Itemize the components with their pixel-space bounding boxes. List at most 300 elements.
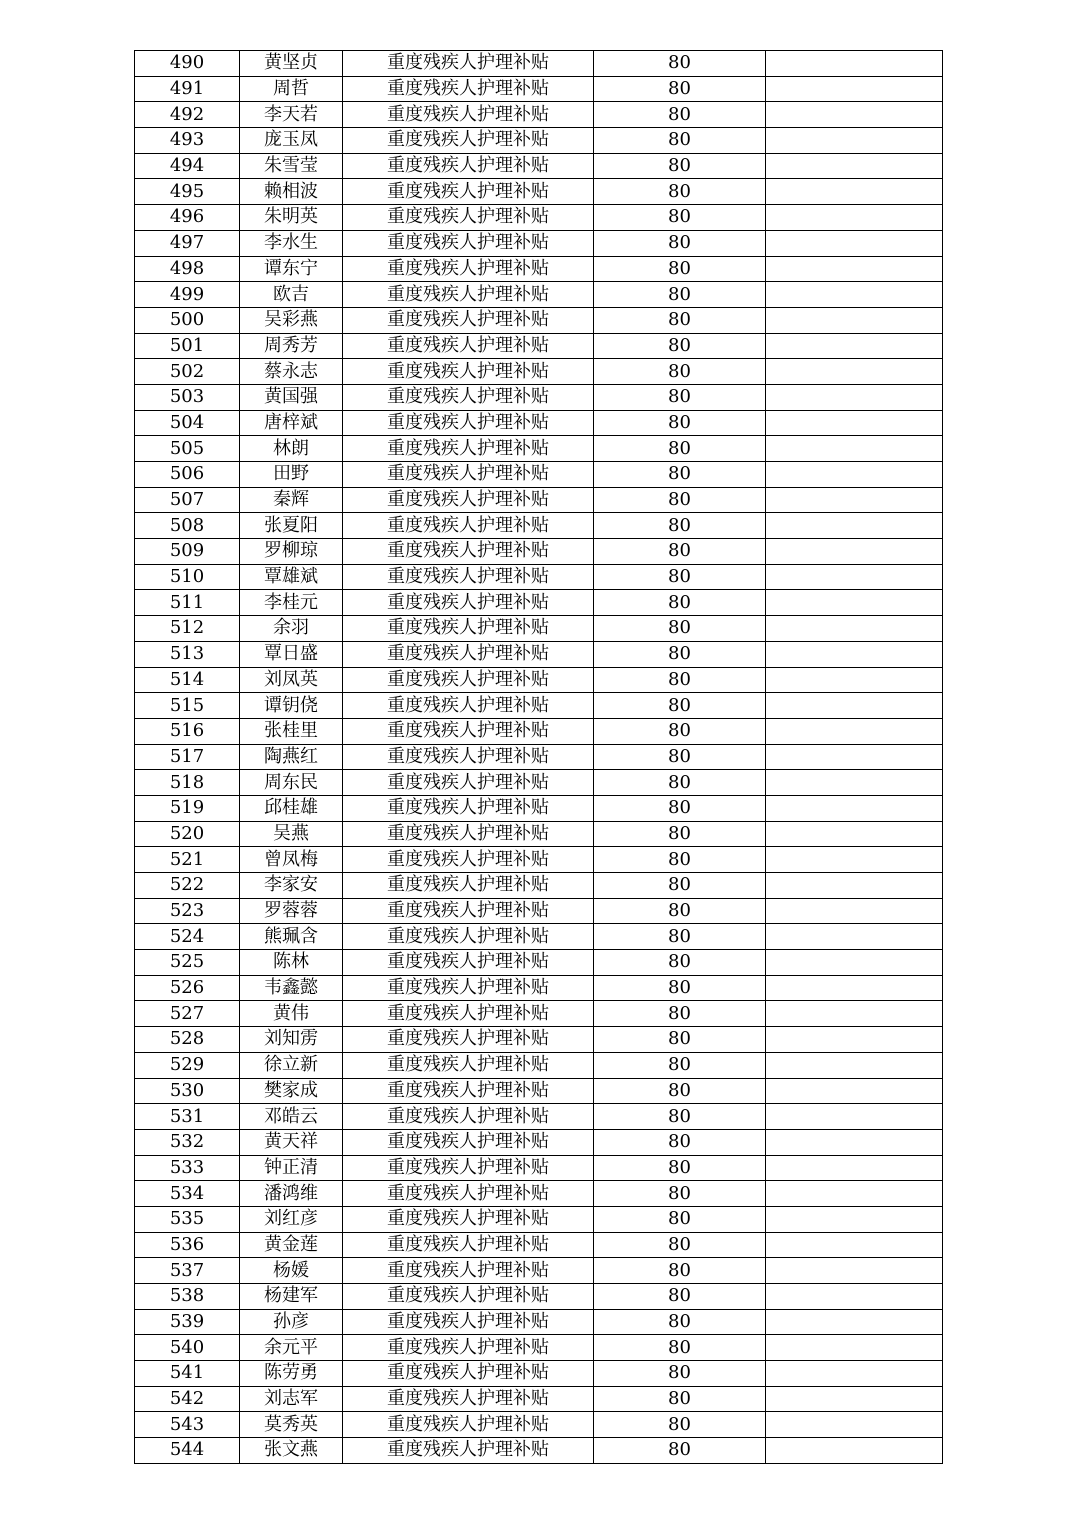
table-row xyxy=(135,128,943,154)
subsidy-item-cell: 重度残疾人护理补贴 xyxy=(343,1361,594,1387)
serial-number-cell: 505 xyxy=(135,436,240,462)
remark-cell xyxy=(766,641,943,667)
remark-cell xyxy=(766,1206,943,1232)
recipient-name-cell: 周东民 xyxy=(240,770,343,796)
serial-number-cell: 506 xyxy=(135,462,240,488)
recipient-name-cell: 莫秀英 xyxy=(240,1412,343,1438)
table-row xyxy=(135,873,943,899)
serial-number-cell: 536 xyxy=(135,1232,240,1258)
amount-cell: 80 xyxy=(594,410,766,436)
recipient-name-cell: 蔡永志 xyxy=(240,359,343,385)
table-row xyxy=(135,1232,943,1258)
table-row xyxy=(135,487,943,513)
subsidy-item-cell: 重度残疾人护理补贴 xyxy=(343,539,594,565)
subsidy-item-cell: 重度残疾人护理补贴 xyxy=(343,564,594,590)
subsidy-table xyxy=(134,50,943,1464)
table-row xyxy=(135,205,943,231)
serial-number-cell: 503 xyxy=(135,384,240,410)
subsidy-item-cell: 重度残疾人护理补贴 xyxy=(343,1027,594,1053)
amount-cell: 80 xyxy=(594,616,766,642)
subsidy-item-cell: 重度残疾人护理补贴 xyxy=(343,462,594,488)
subsidy-item-cell: 重度残疾人护理补贴 xyxy=(343,51,594,77)
remark-cell xyxy=(766,1027,943,1053)
table-row xyxy=(135,1206,943,1232)
subsidy-item-cell: 重度残疾人护理补贴 xyxy=(343,821,594,847)
serial-number-cell: 528 xyxy=(135,1027,240,1053)
recipient-name-cell: 李家安 xyxy=(240,873,343,899)
amount-cell: 80 xyxy=(594,256,766,282)
remark-cell xyxy=(766,1155,943,1181)
amount-cell: 80 xyxy=(594,128,766,154)
serial-number-cell: 543 xyxy=(135,1412,240,1438)
table-row xyxy=(135,693,943,719)
subsidy-item-cell: 重度残疾人护理补贴 xyxy=(343,102,594,128)
serial-number-cell: 517 xyxy=(135,744,240,770)
serial-number-cell: 537 xyxy=(135,1258,240,1284)
serial-number-cell: 509 xyxy=(135,539,240,565)
recipient-name-cell: 杨媛 xyxy=(240,1258,343,1284)
remark-cell xyxy=(766,1284,943,1310)
remark-cell xyxy=(766,230,943,256)
table-row xyxy=(135,1386,943,1412)
subsidy-item-cell: 重度残疾人护理补贴 xyxy=(343,1001,594,1027)
amount-cell: 80 xyxy=(594,205,766,231)
table-row xyxy=(135,1001,943,1027)
serial-number-cell: 518 xyxy=(135,770,240,796)
table-row xyxy=(135,821,943,847)
table-row xyxy=(135,1258,943,1284)
serial-number-cell: 525 xyxy=(135,950,240,976)
serial-number-cell: 512 xyxy=(135,616,240,642)
recipient-name-cell: 余元平 xyxy=(240,1335,343,1361)
recipient-name-cell: 余羽 xyxy=(240,616,343,642)
remark-cell xyxy=(766,282,943,308)
serial-number-cell: 511 xyxy=(135,590,240,616)
amount-cell: 80 xyxy=(594,282,766,308)
remark-cell xyxy=(766,667,943,693)
amount-cell: 80 xyxy=(594,641,766,667)
recipient-name-cell: 陶燕红 xyxy=(240,744,343,770)
serial-number-cell: 516 xyxy=(135,718,240,744)
recipient-name-cell: 黄坚贞 xyxy=(240,51,343,77)
amount-cell: 80 xyxy=(594,873,766,899)
recipient-name-cell: 张文燕 xyxy=(240,1438,343,1464)
subsidy-item-cell: 重度残疾人护理补贴 xyxy=(343,230,594,256)
amount-cell: 80 xyxy=(594,1361,766,1387)
serial-number-cell: 497 xyxy=(135,230,240,256)
recipient-name-cell: 吴彩燕 xyxy=(240,307,343,333)
serial-number-cell: 538 xyxy=(135,1284,240,1310)
recipient-name-cell: 罗蓉蓉 xyxy=(240,898,343,924)
remark-cell xyxy=(766,128,943,154)
subsidy-item-cell: 重度残疾人护理补贴 xyxy=(343,1232,594,1258)
amount-cell: 80 xyxy=(594,384,766,410)
subsidy-item-cell: 重度残疾人护理补贴 xyxy=(343,1284,594,1310)
amount-cell: 80 xyxy=(594,1129,766,1155)
subsidy-item-cell: 重度残疾人护理补贴 xyxy=(343,333,594,359)
table-row xyxy=(135,718,943,744)
subsidy-item-cell: 重度残疾人护理补贴 xyxy=(343,410,594,436)
amount-cell: 80 xyxy=(594,1155,766,1181)
amount-cell: 80 xyxy=(594,744,766,770)
table-row xyxy=(135,744,943,770)
recipient-name-cell: 谭东宁 xyxy=(240,256,343,282)
remark-cell xyxy=(766,1232,943,1258)
amount-cell: 80 xyxy=(594,1206,766,1232)
recipient-name-cell: 庞玉凤 xyxy=(240,128,343,154)
serial-number-cell: 491 xyxy=(135,76,240,102)
serial-number-cell: 533 xyxy=(135,1155,240,1181)
remark-cell xyxy=(766,205,943,231)
remark-cell xyxy=(766,564,943,590)
remark-cell xyxy=(766,975,943,1001)
amount-cell: 80 xyxy=(594,51,766,77)
recipient-name-cell: 熊珮含 xyxy=(240,924,343,950)
table-row xyxy=(135,564,943,590)
remark-cell xyxy=(766,436,943,462)
table-row xyxy=(135,847,943,873)
amount-cell: 80 xyxy=(594,230,766,256)
table-row xyxy=(135,1155,943,1181)
remark-cell xyxy=(766,1129,943,1155)
serial-number-cell: 527 xyxy=(135,1001,240,1027)
remark-cell xyxy=(766,1386,943,1412)
recipient-name-cell: 黄伟 xyxy=(240,1001,343,1027)
subsidy-item-cell: 重度残疾人护理补贴 xyxy=(343,384,594,410)
remark-cell xyxy=(766,1309,943,1335)
amount-cell: 80 xyxy=(594,950,766,976)
remark-cell xyxy=(766,744,943,770)
recipient-name-cell: 张桂里 xyxy=(240,718,343,744)
subsidy-item-cell: 重度残疾人护理补贴 xyxy=(343,641,594,667)
amount-cell: 80 xyxy=(594,795,766,821)
subsidy-item-cell: 重度残疾人护理补贴 xyxy=(343,359,594,385)
table-row xyxy=(135,384,943,410)
table-row xyxy=(135,1438,943,1464)
amount-cell: 80 xyxy=(594,1335,766,1361)
recipient-name-cell: 谭钥侥 xyxy=(240,693,343,719)
table-row xyxy=(135,513,943,539)
table-row xyxy=(135,1104,943,1130)
recipient-name-cell: 刘凤英 xyxy=(240,667,343,693)
remark-cell xyxy=(766,51,943,77)
amount-cell: 80 xyxy=(594,1309,766,1335)
serial-number-cell: 499 xyxy=(135,282,240,308)
amount-cell: 80 xyxy=(594,1104,766,1130)
serial-number-cell: 504 xyxy=(135,410,240,436)
table-row xyxy=(135,795,943,821)
subsidy-item-cell: 重度残疾人护理补贴 xyxy=(343,436,594,462)
serial-number-cell: 510 xyxy=(135,564,240,590)
table-row xyxy=(135,230,943,256)
recipient-name-cell: 黄天祥 xyxy=(240,1129,343,1155)
remark-cell xyxy=(766,153,943,179)
amount-cell: 80 xyxy=(594,333,766,359)
subsidy-item-cell: 重度残疾人护理补贴 xyxy=(343,179,594,205)
table-row xyxy=(135,51,943,77)
amount-cell: 80 xyxy=(594,462,766,488)
recipient-name-cell: 黄金莲 xyxy=(240,1232,343,1258)
serial-number-cell: 540 xyxy=(135,1335,240,1361)
subsidy-item-cell: 重度残疾人护理补贴 xyxy=(343,1206,594,1232)
recipient-name-cell: 杨建军 xyxy=(240,1284,343,1310)
subsidy-item-cell: 重度残疾人护理补贴 xyxy=(343,693,594,719)
table-row xyxy=(135,179,943,205)
table-row xyxy=(135,410,943,436)
recipient-name-cell: 黄国强 xyxy=(240,384,343,410)
subsidy-item-cell: 重度残疾人护理补贴 xyxy=(343,1052,594,1078)
table-row xyxy=(135,1335,943,1361)
table-row xyxy=(135,76,943,102)
table-row xyxy=(135,153,943,179)
recipient-name-cell: 周秀芳 xyxy=(240,333,343,359)
subsidy-item-cell: 重度残疾人护理补贴 xyxy=(343,950,594,976)
serial-number-cell: 524 xyxy=(135,924,240,950)
recipient-name-cell: 罗柳琼 xyxy=(240,539,343,565)
table-row xyxy=(135,307,943,333)
subsidy-item-cell: 重度残疾人护理补贴 xyxy=(343,1129,594,1155)
subsidy-item-cell: 重度残疾人护理补贴 xyxy=(343,128,594,154)
serial-number-cell: 532 xyxy=(135,1129,240,1155)
serial-number-cell: 530 xyxy=(135,1078,240,1104)
recipient-name-cell: 唐梓斌 xyxy=(240,410,343,436)
serial-number-cell: 529 xyxy=(135,1052,240,1078)
remark-cell xyxy=(766,307,943,333)
remark-cell xyxy=(766,718,943,744)
recipient-name-cell: 李桂元 xyxy=(240,590,343,616)
subsidy-item-cell: 重度残疾人护理补贴 xyxy=(343,616,594,642)
subsidy-item-cell: 重度残疾人护理补贴 xyxy=(343,770,594,796)
amount-cell: 80 xyxy=(594,436,766,462)
remark-cell xyxy=(766,539,943,565)
table-row xyxy=(135,1284,943,1310)
subsidy-item-cell: 重度残疾人护理补贴 xyxy=(343,1438,594,1464)
subsidy-item-cell: 重度残疾人护理补贴 xyxy=(343,1078,594,1104)
table-row xyxy=(135,102,943,128)
remark-cell xyxy=(766,487,943,513)
subsidy-item-cell: 重度残疾人护理补贴 xyxy=(343,307,594,333)
remark-cell xyxy=(766,873,943,899)
serial-number-cell: 542 xyxy=(135,1386,240,1412)
table-row xyxy=(135,924,943,950)
serial-number-cell: 490 xyxy=(135,51,240,77)
amount-cell: 80 xyxy=(594,487,766,513)
recipient-name-cell: 覃雄斌 xyxy=(240,564,343,590)
remark-cell xyxy=(766,898,943,924)
remark-cell xyxy=(766,410,943,436)
remark-cell xyxy=(766,1412,943,1438)
remark-cell xyxy=(766,924,943,950)
subsidy-item-cell: 重度残疾人护理补贴 xyxy=(343,1104,594,1130)
remark-cell xyxy=(766,333,943,359)
subsidy-item-cell: 重度残疾人护理补贴 xyxy=(343,1412,594,1438)
recipient-name-cell: 樊家成 xyxy=(240,1078,343,1104)
subsidy-item-cell: 重度残疾人护理补贴 xyxy=(343,847,594,873)
serial-number-cell: 502 xyxy=(135,359,240,385)
table-row xyxy=(135,1181,943,1207)
recipient-name-cell: 潘鸿维 xyxy=(240,1181,343,1207)
remark-cell xyxy=(766,1181,943,1207)
remark-cell xyxy=(766,102,943,128)
amount-cell: 80 xyxy=(594,1386,766,1412)
serial-number-cell: 531 xyxy=(135,1104,240,1130)
remark-cell xyxy=(766,590,943,616)
remark-cell xyxy=(766,513,943,539)
serial-number-cell: 493 xyxy=(135,128,240,154)
recipient-name-cell: 徐立新 xyxy=(240,1052,343,1078)
remark-cell xyxy=(766,1335,943,1361)
subsidy-item-cell: 重度残疾人护理补贴 xyxy=(343,513,594,539)
table-row xyxy=(135,975,943,1001)
subsidy-item-cell: 重度残疾人护理补贴 xyxy=(343,975,594,1001)
amount-cell: 80 xyxy=(594,1284,766,1310)
remark-cell xyxy=(766,179,943,205)
remark-cell xyxy=(766,1438,943,1464)
amount-cell: 80 xyxy=(594,1181,766,1207)
subsidy-item-cell: 重度残疾人护理补贴 xyxy=(343,924,594,950)
amount-cell: 80 xyxy=(594,102,766,128)
serial-number-cell: 495 xyxy=(135,179,240,205)
serial-number-cell: 498 xyxy=(135,256,240,282)
subsidy-item-cell: 重度残疾人护理补贴 xyxy=(343,795,594,821)
recipient-name-cell: 钟正清 xyxy=(240,1155,343,1181)
recipient-name-cell: 陈劳勇 xyxy=(240,1361,343,1387)
subsidy-item-cell: 重度残疾人护理补贴 xyxy=(343,873,594,899)
serial-number-cell: 544 xyxy=(135,1438,240,1464)
remark-cell xyxy=(766,1078,943,1104)
remark-cell xyxy=(766,1361,943,1387)
subsidy-item-cell: 重度残疾人护理补贴 xyxy=(343,76,594,102)
subsidy-item-cell: 重度残疾人护理补贴 xyxy=(343,153,594,179)
recipient-name-cell: 田野 xyxy=(240,462,343,488)
amount-cell: 80 xyxy=(594,693,766,719)
amount-cell: 80 xyxy=(594,975,766,1001)
amount-cell: 80 xyxy=(594,539,766,565)
serial-number-cell: 541 xyxy=(135,1361,240,1387)
amount-cell: 80 xyxy=(594,359,766,385)
remark-cell xyxy=(766,1258,943,1284)
serial-number-cell: 508 xyxy=(135,513,240,539)
table-row xyxy=(135,1361,943,1387)
serial-number-cell: 526 xyxy=(135,975,240,1001)
recipient-name-cell: 秦辉 xyxy=(240,487,343,513)
serial-number-cell: 500 xyxy=(135,307,240,333)
remark-cell xyxy=(766,847,943,873)
table-row xyxy=(135,667,943,693)
recipient-name-cell: 刘知雳 xyxy=(240,1027,343,1053)
subsidy-item-cell: 重度残疾人护理补贴 xyxy=(343,256,594,282)
serial-number-cell: 522 xyxy=(135,873,240,899)
recipient-name-cell: 刘志军 xyxy=(240,1386,343,1412)
recipient-name-cell: 朱明英 xyxy=(240,205,343,231)
table-row xyxy=(135,1412,943,1438)
remark-cell xyxy=(766,1104,943,1130)
serial-number-cell: 523 xyxy=(135,898,240,924)
amount-cell: 80 xyxy=(594,1027,766,1053)
recipient-name-cell: 李水生 xyxy=(240,230,343,256)
subsidy-item-cell: 重度残疾人护理补贴 xyxy=(343,1155,594,1181)
amount-cell: 80 xyxy=(594,667,766,693)
serial-number-cell: 494 xyxy=(135,153,240,179)
amount-cell: 80 xyxy=(594,513,766,539)
amount-cell: 80 xyxy=(594,821,766,847)
subsidy-table-body xyxy=(135,51,943,1464)
serial-number-cell: 520 xyxy=(135,821,240,847)
table-row xyxy=(135,462,943,488)
subsidy-item-cell: 重度残疾人护理补贴 xyxy=(343,718,594,744)
remark-cell xyxy=(766,1001,943,1027)
table-row xyxy=(135,436,943,462)
amount-cell: 80 xyxy=(594,1052,766,1078)
table-row xyxy=(135,282,943,308)
amount-cell: 80 xyxy=(594,307,766,333)
recipient-name-cell: 刘红彦 xyxy=(240,1206,343,1232)
serial-number-cell: 534 xyxy=(135,1181,240,1207)
table-row xyxy=(135,770,943,796)
amount-cell: 80 xyxy=(594,718,766,744)
table-row xyxy=(135,1027,943,1053)
amount-cell: 80 xyxy=(594,1412,766,1438)
recipient-name-cell: 赖相波 xyxy=(240,179,343,205)
table-row xyxy=(135,950,943,976)
serial-number-cell: 514 xyxy=(135,667,240,693)
amount-cell: 80 xyxy=(594,1232,766,1258)
remark-cell xyxy=(766,384,943,410)
table-row xyxy=(135,641,943,667)
remark-cell xyxy=(766,462,943,488)
serial-number-cell: 513 xyxy=(135,641,240,667)
remark-cell xyxy=(766,821,943,847)
amount-cell: 80 xyxy=(594,898,766,924)
table-row xyxy=(135,1129,943,1155)
table-row xyxy=(135,898,943,924)
subsidy-item-cell: 重度残疾人护理补贴 xyxy=(343,1181,594,1207)
remark-cell xyxy=(766,256,943,282)
table-row xyxy=(135,1052,943,1078)
remark-cell xyxy=(766,76,943,102)
amount-cell: 80 xyxy=(594,847,766,873)
serial-number-cell: 501 xyxy=(135,333,240,359)
serial-number-cell: 521 xyxy=(135,847,240,873)
amount-cell: 80 xyxy=(594,1001,766,1027)
recipient-name-cell: 陈林 xyxy=(240,950,343,976)
recipient-name-cell: 韦鑫懿 xyxy=(240,975,343,1001)
remark-cell xyxy=(766,693,943,719)
amount-cell: 80 xyxy=(594,1438,766,1464)
subsidy-item-cell: 重度残疾人护理补贴 xyxy=(343,1258,594,1284)
recipient-name-cell: 孙彦 xyxy=(240,1309,343,1335)
recipient-name-cell: 李天若 xyxy=(240,102,343,128)
table-row xyxy=(135,1309,943,1335)
remark-cell xyxy=(766,770,943,796)
table-row xyxy=(135,1078,943,1104)
subsidy-item-cell: 重度残疾人护理补贴 xyxy=(343,282,594,308)
recipient-name-cell: 张夏阳 xyxy=(240,513,343,539)
subsidy-item-cell: 重度残疾人护理补贴 xyxy=(343,590,594,616)
serial-number-cell: 492 xyxy=(135,102,240,128)
remark-cell xyxy=(766,1052,943,1078)
recipient-name-cell: 曾凤梅 xyxy=(240,847,343,873)
table-row xyxy=(135,333,943,359)
amount-cell: 80 xyxy=(594,179,766,205)
remark-cell xyxy=(766,795,943,821)
serial-number-cell: 519 xyxy=(135,795,240,821)
table-row xyxy=(135,359,943,385)
remark-cell xyxy=(766,359,943,385)
amount-cell: 80 xyxy=(594,1078,766,1104)
subsidy-item-cell: 重度残疾人护理补贴 xyxy=(343,1335,594,1361)
recipient-name-cell: 欧吉 xyxy=(240,282,343,308)
